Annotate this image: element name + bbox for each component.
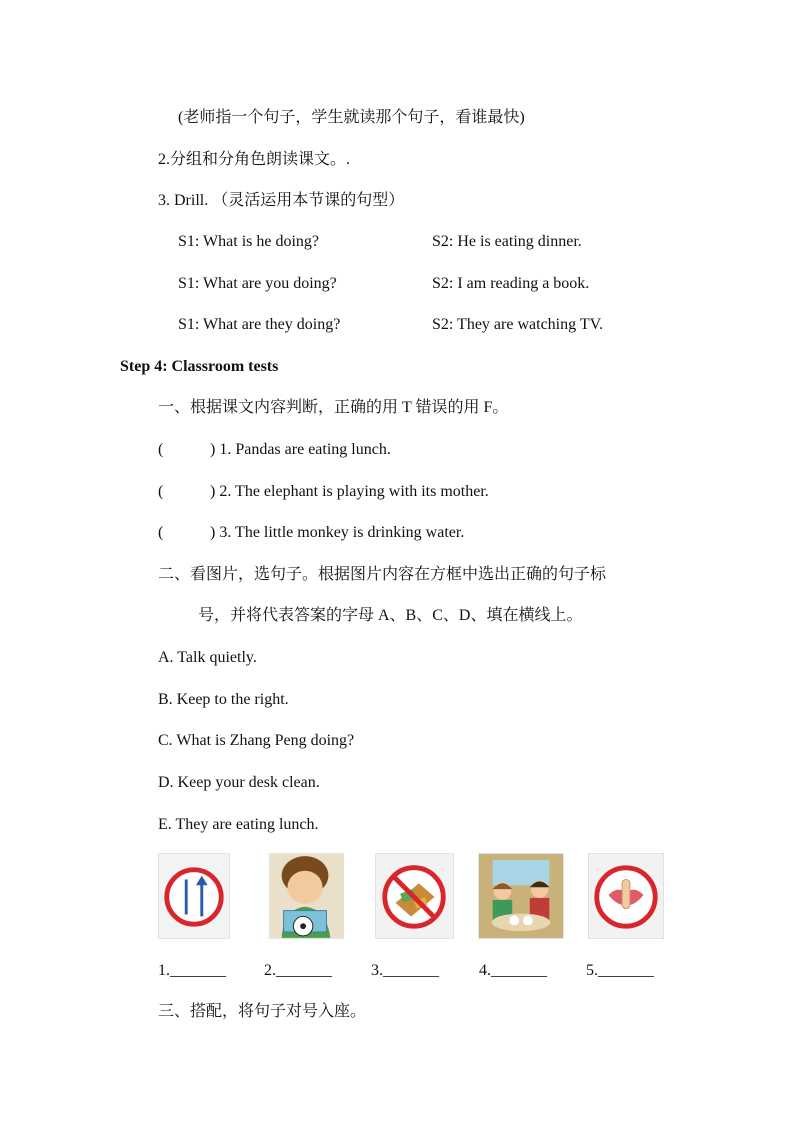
part2-title-continued: 号，并将代表答案的字母 A、B、C、D、填在横线上。 — [198, 607, 583, 624]
step4-heading: Step 4: Classroom tests — [120, 358, 279, 375]
quiet-please-sign-icon — [588, 853, 664, 939]
option-e: E. They are eating lunch. — [158, 816, 319, 833]
answer-blank-4[interactable]: 4._______ — [479, 962, 547, 979]
tf-open-paren: ( — [158, 441, 164, 458]
option-c: C. What is Zhang Peng doing? — [158, 732, 355, 749]
drill-question: S1: What is he doing? — [178, 233, 320, 250]
option-d: D. Keep your desk clean. — [158, 774, 320, 791]
answer-blank-3[interactable]: 3._______ — [371, 962, 439, 979]
item-3-drill-title: 3. Drill. （灵活运用本节课的句型） — [158, 192, 405, 209]
part2-title: 二、看图片，选句子。根据图片内容在方框中选出正确的句子标 — [158, 566, 607, 583]
boy-reading-book-icon — [269, 853, 344, 939]
tf-open-paren: ( — [158, 524, 164, 541]
tf-statement: ) 1. Pandas are eating lunch. — [210, 441, 391, 458]
part3-title: 三、搭配，将句子对号入座。 — [158, 1003, 367, 1020]
drill-answer: S2: They are watching TV. — [432, 316, 604, 333]
item-2-text: 2.分组和分角色朗读课文。. — [158, 151, 351, 168]
drill-answer: S2: He is eating dinner. — [432, 233, 582, 250]
tf-statement: ) 2. The elephant is playing with its mother. — [210, 483, 489, 500]
answer-blank-5[interactable]: 5._______ — [586, 962, 654, 979]
answer-blank-2[interactable]: 2._______ — [264, 962, 332, 979]
drill-answer: S2: I am reading a book. — [432, 275, 590, 292]
teacher-note: (老师指一个句子，学生就读那个句子，看谁最快) — [178, 109, 525, 126]
drill-question: S1: What are you doing? — [178, 275, 337, 292]
part1-title: 一、根据课文内容判断，正确的用 T 错误的用 F。 — [158, 399, 509, 416]
no-messy-desk-sign-icon — [375, 853, 454, 939]
keep-right-sign-icon — [158, 853, 230, 939]
option-a: A. Talk quietly. — [158, 649, 257, 666]
answer-blank-1[interactable]: 1._______ — [158, 962, 226, 979]
drill-question: S1: What are they doing? — [178, 316, 341, 333]
tf-open-paren: ( — [158, 483, 164, 500]
tf-statement: ) 3. The little monkey is drinking water. — [210, 524, 465, 541]
children-eating-lunch-icon — [478, 853, 564, 939]
option-b: B. Keep to the right. — [158, 691, 289, 708]
